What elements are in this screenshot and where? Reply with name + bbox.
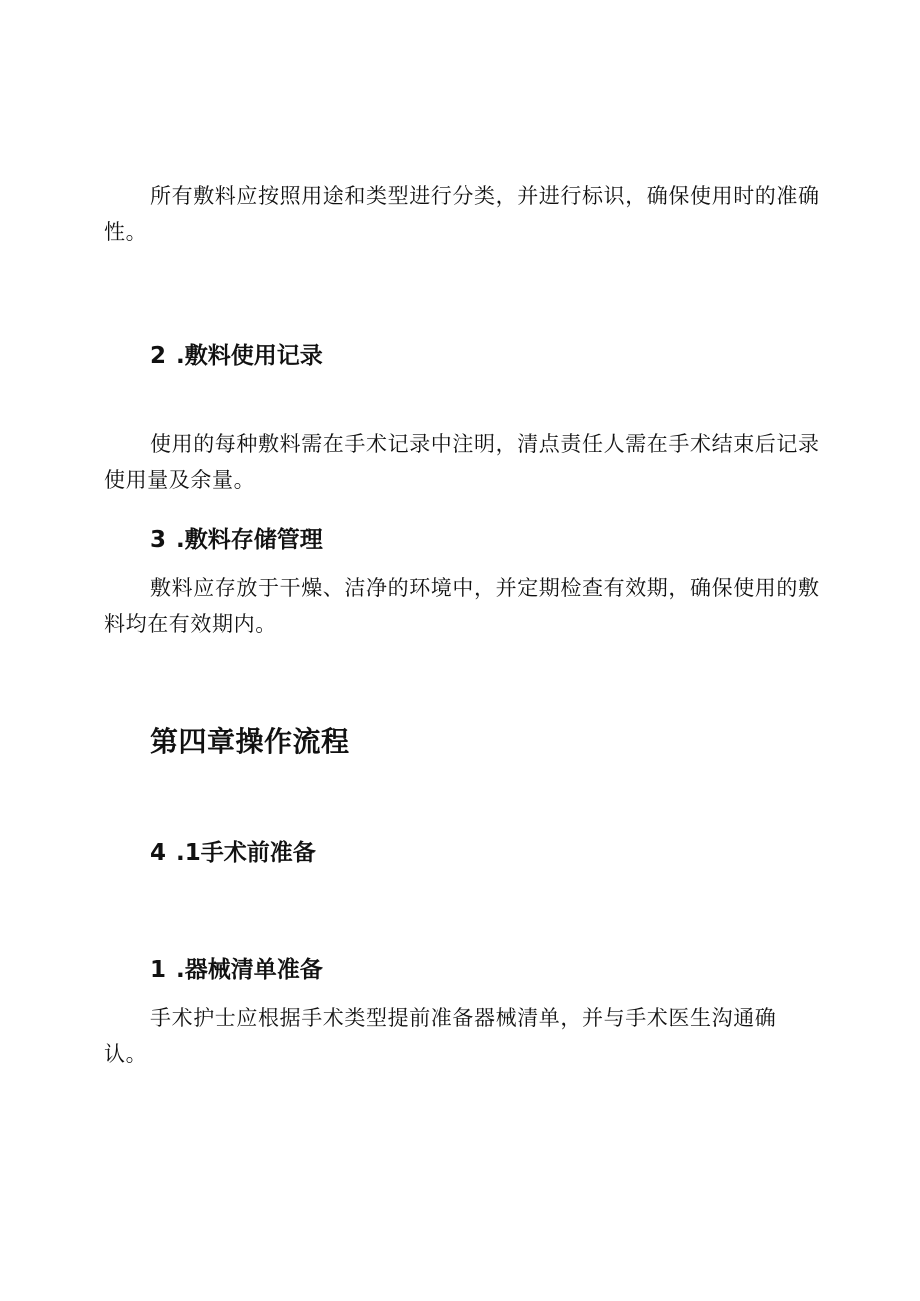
- paragraph-dressing-storage: 敷料应存放于干燥、洁净的环境中，并定期检查有效期，确保使用的敷料均在有效期内。: [104, 576, 820, 636]
- heading-dressing-storage: [150, 525, 323, 555]
- heading-number: 3: [150, 527, 167, 553]
- paragraph-dressing-classification: 所有敷料应按照用途和类型进行分类，并进行标识，确保使用时的准确性。: [104, 184, 820, 244]
- chapter-title: 第四章操作流程: [150, 725, 350, 758]
- heading-dressing-usage-record: [150, 341, 323, 371]
- paragraph-dressing-usage-record: 使用的每种敷料需在手术记录中注明，清点责任人需在手术结束后记录使用量及余量。: [104, 432, 820, 492]
- paragraph-instrument-list: 手术护士应根据手术类型提前准备器械清单，并与手术医生沟通确认。: [104, 1006, 777, 1066]
- heading-title: .敷料使用记录: [176, 343, 323, 369]
- section-title: .1手术前准备: [176, 840, 316, 866]
- heading-title: .器械清单准备: [176, 957, 323, 983]
- heading-number: 2: [150, 343, 167, 369]
- section-number: 4: [150, 840, 167, 866]
- heading-instrument-list: [150, 955, 323, 985]
- section-heading-preop: [150, 838, 316, 868]
- heading-number: 1: [150, 957, 167, 983]
- heading-title: .敷料存储管理: [176, 527, 323, 553]
